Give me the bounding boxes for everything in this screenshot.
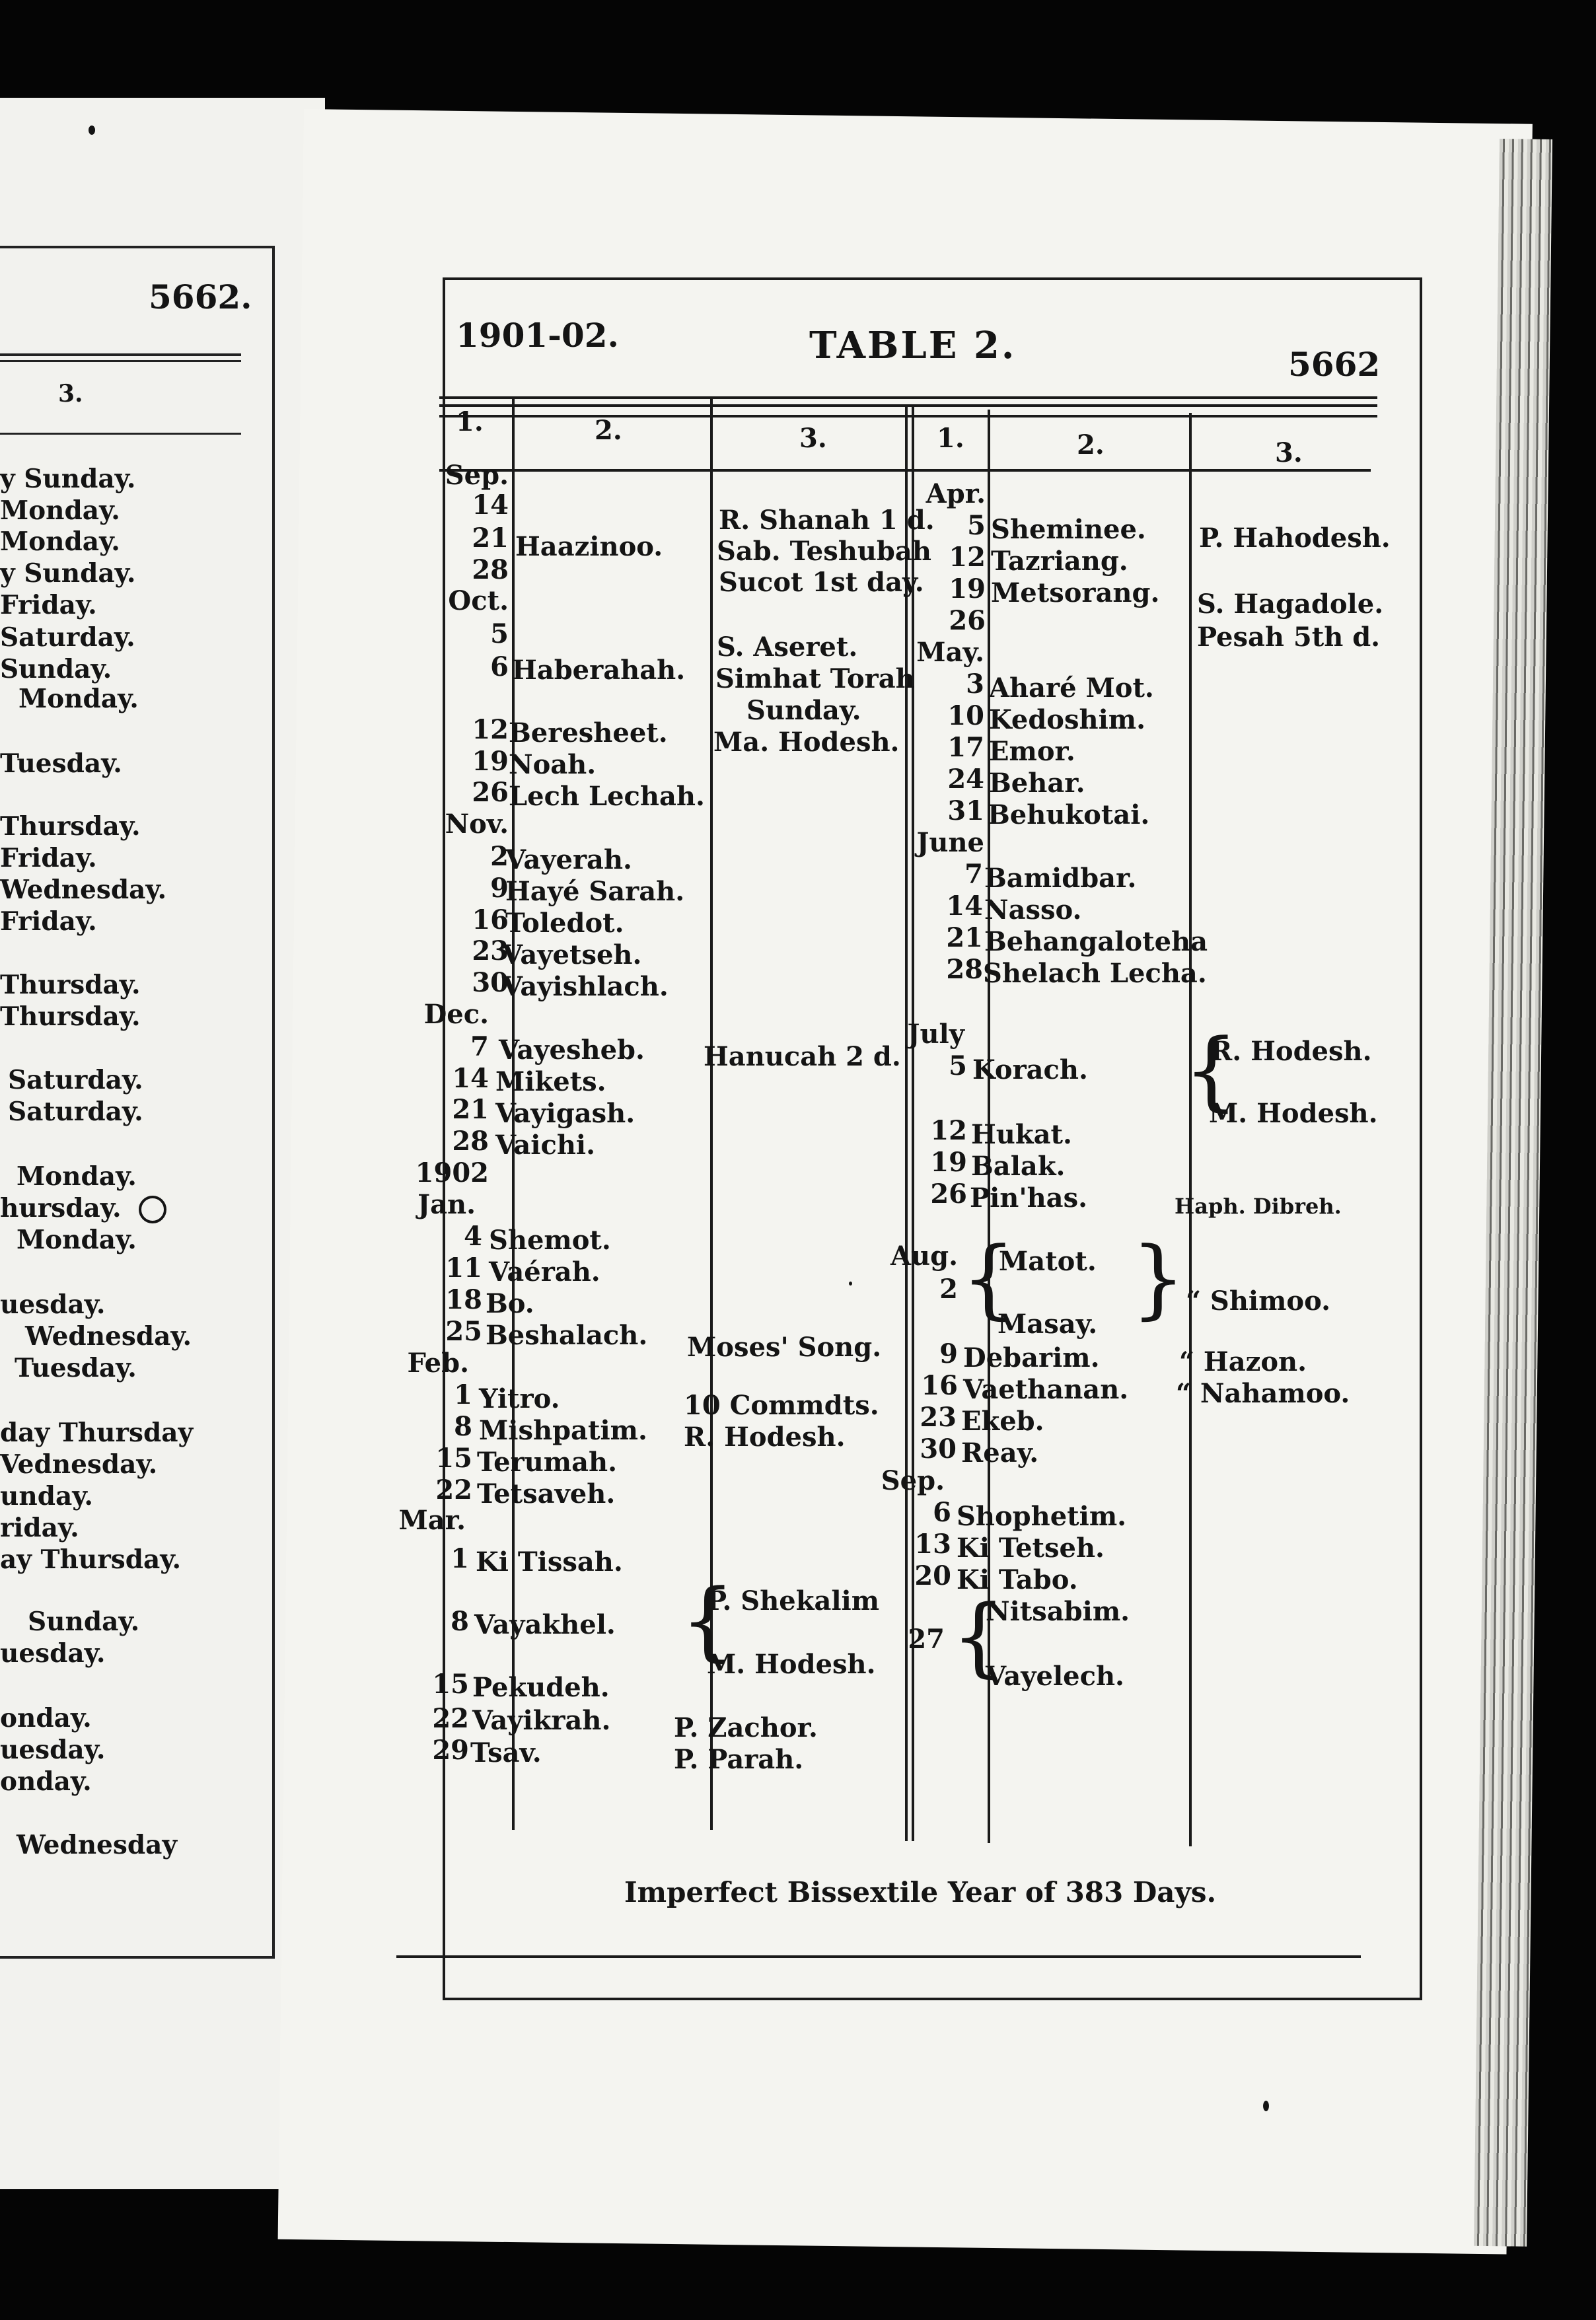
holiday-cell: Haph. Dibreh. (1175, 1194, 1342, 1219)
date-cell: 28 (472, 554, 509, 585)
holiday-cell: Pesah 5th d. (1197, 622, 1381, 653)
parasha-cell: Noah. (509, 749, 597, 780)
date-cell: 24 (947, 764, 984, 795)
holiday-cell: Sucot 1st day. (719, 567, 924, 598)
left-line: Thursday. (0, 811, 141, 842)
parasha-cell: Lech Lechah. (509, 781, 705, 812)
date-cell: Sep. (881, 1465, 945, 1496)
date-cell: 9 (939, 1338, 958, 1369)
holiday-cell: M. Hodesh. (1209, 1098, 1378, 1129)
left-line: Monday. (17, 1225, 137, 1255)
parasha-cell: Vayerah. (505, 844, 632, 875)
parasha-cell: Ki Tissah. (476, 1546, 623, 1577)
table-title: TABLE 2. (809, 324, 1017, 367)
brace-icon: { (951, 1586, 1006, 1686)
holiday-cell: Simhat Torah (715, 663, 915, 694)
holiday-cell: Ma. Hodesh. (713, 727, 900, 758)
parasha-cell: Sheminee. (991, 514, 1146, 545)
left-line: onday. (0, 1766, 92, 1797)
parasha-cell: Beshalach. (486, 1320, 648, 1351)
left-line: Saturday. (0, 622, 135, 653)
left-line: Monday. (0, 495, 120, 526)
parasha-cell: Nasso. (984, 894, 1082, 925)
date-cell: 5 (490, 618, 509, 649)
holiday-cell: Sunday. (746, 695, 861, 726)
parasha-cell: Behangaloteha (984, 926, 1208, 957)
brace-icon: { (1184, 1020, 1239, 1120)
date-cell: 16 (921, 1370, 958, 1401)
date-cell: 8 (451, 1606, 469, 1637)
closing-brace-icon: } (1131, 1228, 1186, 1328)
holiday-cell: Moses' Song. (687, 1332, 882, 1363)
holiday-cell: R. Hodesh. (684, 1422, 846, 1453)
parasha-cell: Mikets. (495, 1066, 606, 1097)
parasha-cell: Shemot. (489, 1225, 611, 1256)
date-cell: 5 (949, 1050, 967, 1081)
date-cell: 19 (472, 746, 509, 777)
left-line: Wednesday. (25, 1321, 192, 1352)
parasha-cell: Vayelech. (986, 1661, 1124, 1692)
left-line: Friday. (0, 906, 97, 937)
left-line: Monday. (0, 526, 120, 557)
column-header: 3. (1275, 437, 1303, 468)
parasha-cell: Tetsaveh. (477, 1478, 616, 1509)
left-page-year: 5662. (149, 277, 252, 316)
holiday-cell: P. Zachor. (674, 1712, 818, 1743)
date-cell: 21 (452, 1094, 489, 1125)
parasha-cell: Yitro. (479, 1383, 560, 1414)
left-line: Saturday. (8, 1097, 143, 1127)
column-header: 2. (595, 415, 622, 446)
left-line: Vednesday. (0, 1449, 158, 1480)
left-rule (0, 353, 241, 356)
parasha-cell: Pekudeh. (472, 1672, 610, 1703)
date-cell: 25 (445, 1316, 482, 1347)
date-cell: 1902 (415, 1157, 489, 1188)
holiday-cell: R. Hodesh. (1210, 1036, 1372, 1067)
parasha-cell: Pin'has. (970, 1182, 1088, 1214)
date-cell: 29 (432, 1735, 469, 1766)
parasha-cell: Hayé Sarah. (505, 876, 685, 907)
left-line: y Sunday. (0, 464, 136, 494)
date-cell: 26 (472, 777, 509, 808)
date-cell: 20 (914, 1560, 951, 1591)
date-cell: 30 (472, 967, 509, 998)
date-cell: 15 (432, 1669, 469, 1700)
left-rule (0, 360, 241, 362)
date-cell: June (916, 827, 984, 858)
left-line: Thursday. (0, 970, 141, 1000)
date-cell: 19 (949, 573, 986, 604)
parasha-cell: Haazinoo. (515, 531, 663, 562)
parasha-cell: Metsorang. (991, 577, 1160, 608)
left-line: y Sunday. (0, 558, 136, 589)
parasha-cell: Aharé Mot. (989, 672, 1154, 704)
holiday-cell: P. Shekalim (707, 1585, 880, 1616)
brace-icon: { (961, 1228, 1016, 1328)
column-header: 3. (799, 423, 827, 454)
date-cell: 8 (454, 1411, 472, 1442)
date-cell: 26 (930, 1178, 967, 1210)
date-cell: 16 (472, 904, 509, 935)
date-cell: 14 (946, 890, 983, 922)
parasha-cell: Behar. (989, 768, 1085, 799)
date-cell: 4 (464, 1221, 482, 1252)
date-cell: 10 (947, 700, 984, 731)
parasha-cell: Vaérah. (489, 1256, 600, 1287)
date-cell: 14 (452, 1063, 489, 1094)
left-line: uesday. (0, 1735, 106, 1765)
parasha-cell: Terumah. (477, 1447, 618, 1478)
date-cell: 12 (472, 714, 509, 745)
parasha-cell: Vayishlach. (502, 971, 669, 1002)
header-rule (439, 396, 1377, 399)
date-cell: 14 (472, 489, 509, 521)
date-cell: Dec. (423, 999, 489, 1030)
parasha-cell: Balak. (971, 1151, 1066, 1182)
holiday-cell: R. Shanah 1 d. (719, 505, 935, 536)
date-cell: May. (916, 637, 984, 668)
holiday-cell: “ Nahamoo. (1176, 1378, 1350, 1409)
parasha-cell: Ki Tabo. (957, 1564, 1078, 1595)
parasha-cell: Haberahah. (512, 655, 686, 686)
holiday-cell: “ Hazon. (1179, 1346, 1307, 1377)
date-cell: 12 (949, 542, 986, 573)
left-line: uesday. (0, 1289, 106, 1320)
print-speck (849, 1282, 852, 1286)
parasha-cell: Masay. (998, 1309, 1098, 1340)
parasha-cell: Matot. (999, 1246, 1097, 1277)
column-header: 1. (937, 423, 964, 454)
parasha-cell: Bo. (486, 1288, 534, 1319)
column-header: 1. (456, 406, 484, 437)
parasha-cell: Mishpatim. (479, 1415, 647, 1446)
date-cell: 28 (452, 1126, 489, 1157)
date-cell: Oct. (448, 585, 509, 616)
left-line: Sunday. (0, 654, 112, 684)
date-cell: 22 (432, 1703, 469, 1734)
holiday-cell: M. Hodesh. (707, 1649, 876, 1680)
parasha-cell: Hukat. (971, 1119, 1072, 1150)
parasha-cell: Behukotai. (988, 799, 1150, 830)
date-cell: 6 (490, 651, 509, 682)
date-cell: Mar. (398, 1505, 466, 1536)
left-line: ay Thursday. (0, 1544, 182, 1575)
date-cell: Nov. (445, 809, 509, 840)
print-speck (1263, 2101, 1269, 2111)
left-line: Monday. (17, 1161, 137, 1192)
left-line: unday. (0, 1481, 94, 1511)
date-cell: 28 (946, 954, 983, 985)
date-cell: 7 (470, 1031, 489, 1062)
parasha-cell: Bamidbar. (984, 863, 1137, 894)
date-cell: 23 (472, 935, 509, 966)
date-cell: 26 (949, 605, 986, 636)
parasha-cell: Vayakhel. (474, 1609, 616, 1640)
date-cell: 2 (490, 841, 509, 872)
full-moon-symbol (139, 1196, 166, 1223)
parasha-cell: Vayetseh. (502, 939, 642, 970)
date-cell: 21 (472, 523, 509, 554)
parasha-cell: Ki Tetseh. (957, 1533, 1105, 1564)
header-rule (439, 404, 1377, 407)
parasha-cell: Nitsabim. (986, 1596, 1130, 1627)
date-cell: 2 (939, 1274, 958, 1305)
column-divider (1189, 413, 1192, 1846)
left-line: day Thursday (0, 1418, 194, 1448)
date-cell: 12 (930, 1115, 967, 1146)
date-cell: 5 (967, 510, 986, 541)
parasha-cell: Emor. (989, 736, 1075, 767)
holiday-cell: Sab. Teshubah (717, 536, 931, 567)
date-cell: 15 (435, 1443, 472, 1474)
left-line: uesday. (0, 1638, 106, 1669)
left-line: onday. (0, 1703, 92, 1733)
year-left: 1901-02. (456, 316, 619, 355)
left-line: riday. (0, 1513, 79, 1543)
left-line: Friday. (0, 843, 97, 873)
left-line: Wednesday (17, 1830, 178, 1860)
parasha-cell: Tazriang. (991, 546, 1128, 577)
date-cell: 1 (454, 1379, 472, 1410)
date-cell: 19 (930, 1147, 967, 1178)
date-cell: 27 (908, 1624, 945, 1655)
left-line: hursday. (0, 1193, 122, 1223)
parasha-cell: Beresheet. (509, 717, 668, 748)
date-cell: 21 (946, 922, 983, 953)
date-cell: Aug. (890, 1241, 958, 1272)
left-column-header: 3. (58, 380, 83, 408)
date-cell: Apr. (925, 478, 986, 509)
footer-note: Imperfect Bissextile Year of 383 Days. (624, 1876, 1217, 1908)
date-cell: Jan. (417, 1189, 476, 1220)
date-cell: 31 (947, 795, 984, 826)
parasha-cell: Ekeb. (961, 1406, 1044, 1437)
parasha-cell: Vayesheb. (499, 1034, 645, 1066)
print-speck (89, 126, 95, 135)
left-rule (0, 433, 241, 435)
date-cell: 13 (914, 1529, 951, 1560)
left-line: Sunday. (28, 1607, 140, 1637)
date-cell: 11 (445, 1252, 482, 1284)
holiday-cell: 10 Commdts. (684, 1390, 879, 1421)
date-cell: 23 (920, 1402, 957, 1433)
date-cell: 17 (947, 732, 984, 763)
parasha-cell: Shelach Lecha. (983, 958, 1207, 989)
header-rule (439, 415, 1377, 417)
date-cell: 9 (490, 873, 509, 904)
parasha-cell: Tsav. (470, 1737, 542, 1768)
column-header: 2. (1077, 429, 1105, 460)
left-line: Tuesday. (15, 1353, 137, 1383)
holiday-cell: S. Aseret. (717, 632, 858, 663)
parasha-cell: Reay. (961, 1437, 1039, 1468)
parasha-cell: Vaethanan. (963, 1374, 1129, 1405)
left-line: Wednesday. (0, 875, 167, 905)
holiday-cell: “ Shimoo. (1186, 1286, 1331, 1317)
left-line: Tuesday. (0, 748, 122, 779)
parasha-cell: Vayikrah. (472, 1705, 611, 1736)
left-line: Saturday. (8, 1065, 143, 1095)
date-cell: 7 (964, 859, 983, 890)
brace-icon: { (680, 1570, 735, 1671)
parasha-cell: Korach. (972, 1054, 1088, 1085)
date-cell: 3 (966, 669, 984, 700)
date-cell: 22 (435, 1474, 472, 1505)
footer-rule (396, 1955, 1361, 1958)
parasha-cell: Toledot. (505, 908, 624, 939)
date-cell: 30 (920, 1433, 957, 1465)
year-right: 5662 (1288, 345, 1381, 384)
holiday-cell: S. Hagadole. (1197, 589, 1384, 620)
left-line: Thursday. (0, 1001, 141, 1032)
date-cell: Sep. (445, 460, 509, 491)
parasha-cell: Vaichi. (495, 1130, 596, 1161)
parasha-cell: Debarim. (963, 1342, 1100, 1373)
holiday-cell: P. Hahodesh. (1199, 523, 1391, 554)
date-cell: 18 (445, 1284, 482, 1315)
date-cell: July (907, 1019, 964, 1050)
left-line: Friday. (0, 590, 97, 620)
parasha-cell: Vayigash. (495, 1098, 635, 1129)
parasha-cell: Shophetim. (957, 1501, 1127, 1532)
holiday-cell: P. Parah. (674, 1744, 804, 1775)
holiday-cell: Hanucah 2 d. (704, 1041, 901, 1072)
date-cell: 1 (451, 1543, 469, 1574)
left-line: Monday. (18, 684, 139, 714)
date-cell: Feb. (407, 1348, 469, 1379)
date-cell: 6 (933, 1497, 951, 1528)
parasha-cell: Kedoshim. (989, 704, 1146, 735)
